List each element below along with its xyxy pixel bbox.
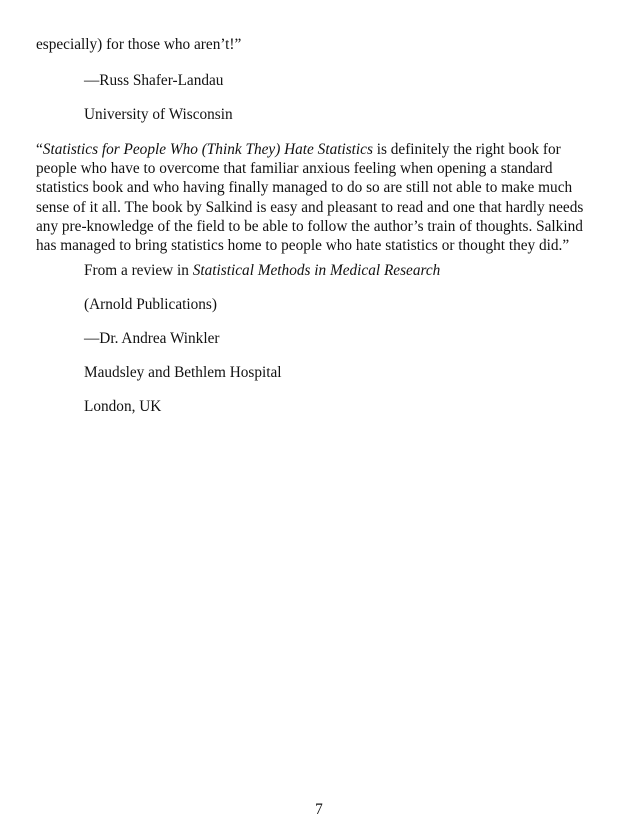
review-source — [84, 262, 440, 280]
quote2-body: is definitely the right book for people who have to overcome that familiar anxious feeling when opening a standard statistics book and who having finally managed to do so are still not able to make much sense of it all. The book by Salkind is easy and pleasant to read and one that hardly needs any pre-knowledge of the field to be able to follow the author’s train of thoughts. Salkind has managed to bring statistics home to people who hate statistics or thought they did.” — [36, 141, 584, 255]
book-title: Statistics for People Who (Think They) Hate Statistics — [42, 141, 373, 158]
continuation-line: especially) for those who aren’t!” — [36, 36, 242, 53]
journal-title: Statistical Methods in Medical Research — [192, 262, 441, 279]
quote1-affiliation: University of Wisconsin — [84, 106, 233, 123]
quote2-paragraph — [36, 140, 604, 255]
publisher: (Arnold Publications) — [84, 296, 217, 313]
quote2-affiliation: Maudsley and Bethlem Hospital — [84, 364, 282, 381]
review-source-prefix: From a review in — [84, 262, 193, 279]
quote2-location: London, UK — [84, 398, 162, 415]
quote1-author: —Russ Shafer-Landau — [84, 72, 224, 89]
page-number: 7 — [315, 801, 323, 818]
open-quote: “ — [36, 141, 43, 158]
quote2-author: —Dr. Andrea Winkler — [84, 330, 220, 347]
